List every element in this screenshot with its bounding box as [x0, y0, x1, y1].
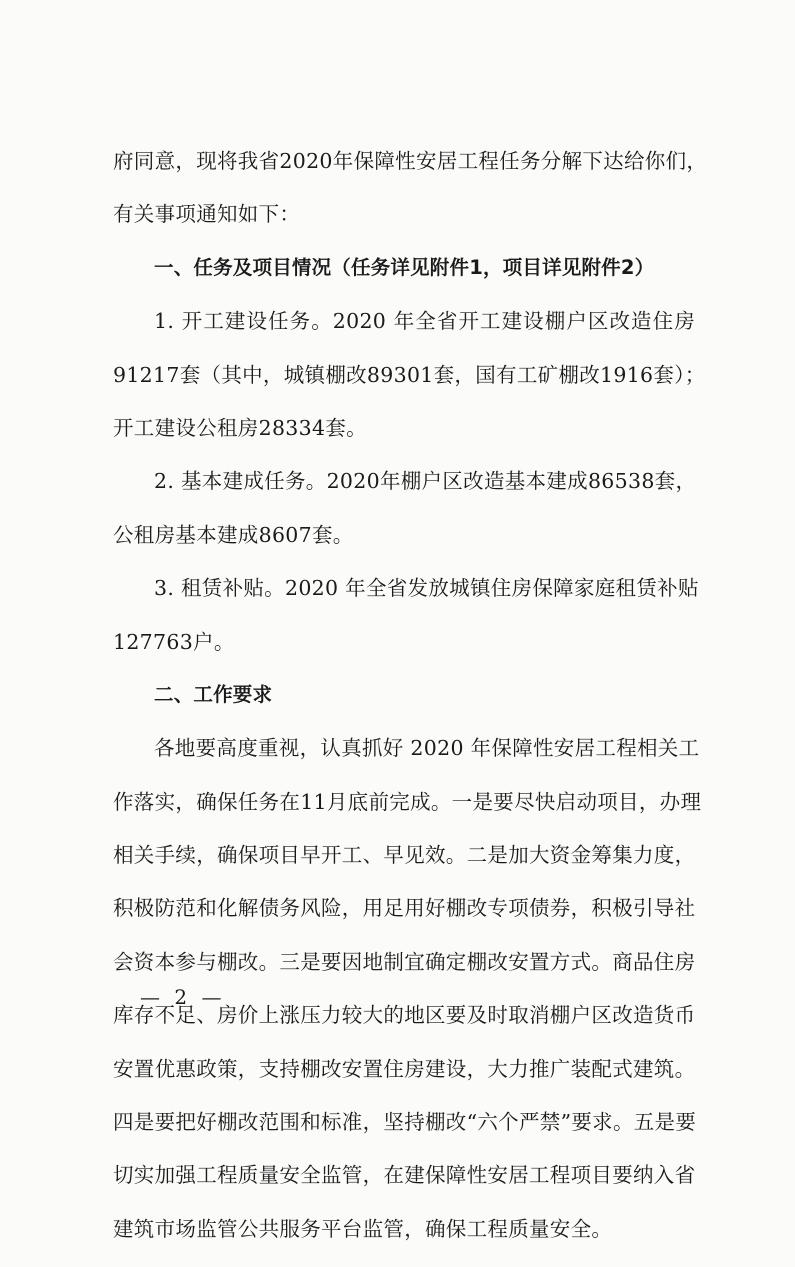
paragraph-line: 有关事项通知如下： [113, 202, 301, 227]
paragraph-line: 建筑市场监管公共服务平台监管，确保工程质量安全。 [113, 1216, 613, 1241]
paragraph-line: 切实加强工程质量安全监管，在建保障性安居工程项目要纳入省 [113, 1163, 696, 1188]
paragraph-line: 91217套（其中，城镇棚改89301套，国有工矿棚改1916套）； [113, 362, 706, 387]
paragraph-line: 1. 开工建设任务。2020 年全省开工建设棚户区改造住房 [154, 309, 695, 334]
paragraph-line: 2. 基本建成任务。2020年棚户区改造基本建成86538套， [154, 469, 697, 494]
paragraph-line: 会资本参与棚改。三是要因地制宜确定棚改安置方式。商品住房 [113, 949, 696, 974]
paragraph-line: 开工建设公租房28334套。 [113, 415, 367, 440]
paragraph-line: 积极防范和化解债务风险，用足用好棚改专项债券，积极引导社 [113, 896, 696, 921]
section-heading: 二、工作要求 [154, 682, 273, 706]
paragraph-line: 相关手续，确保项目早开工、早见效。二是加大资金筹集力度， [113, 843, 696, 868]
paragraph-line: 库存不足、房价上涨压力较大的地区要及时取消棚户区改造货币 [113, 1003, 696, 1028]
paragraph-line: 作落实，确保任务在11月底前完成。一是要尽快启动项目，办理 [113, 789, 702, 814]
document-body [113, 146, 708, 1267]
paragraph-line: 127763户。 [113, 629, 235, 654]
paragraph-line: 各地要高度重视，认真抓好 2020 年保障性安居工程相关工 [154, 736, 700, 761]
paragraph-line: 公租房基本建成8607套。 [113, 522, 354, 547]
paragraph-line: 安置优惠政策，支持棚改安置住房建设，大力推广装配式建筑。 [113, 1056, 696, 1081]
page-number: — 2 — [140, 985, 226, 1009]
paragraph-line: 3. 租赁补贴。2020 年全省发放城镇住房保障家庭租赁补贴 [154, 576, 699, 601]
paragraph-line: 四是要把好棚改范围和标准，坚持棚改“六个严禁”要求。五是要 [113, 1110, 697, 1135]
paragraph-line: 府同意，现将我省2020年保障性安居工程任务分解下达给你们， [113, 149, 708, 173]
section-heading: 一、任务及项目情况（任务详见附件1，项目详见附件2） [154, 255, 655, 279]
